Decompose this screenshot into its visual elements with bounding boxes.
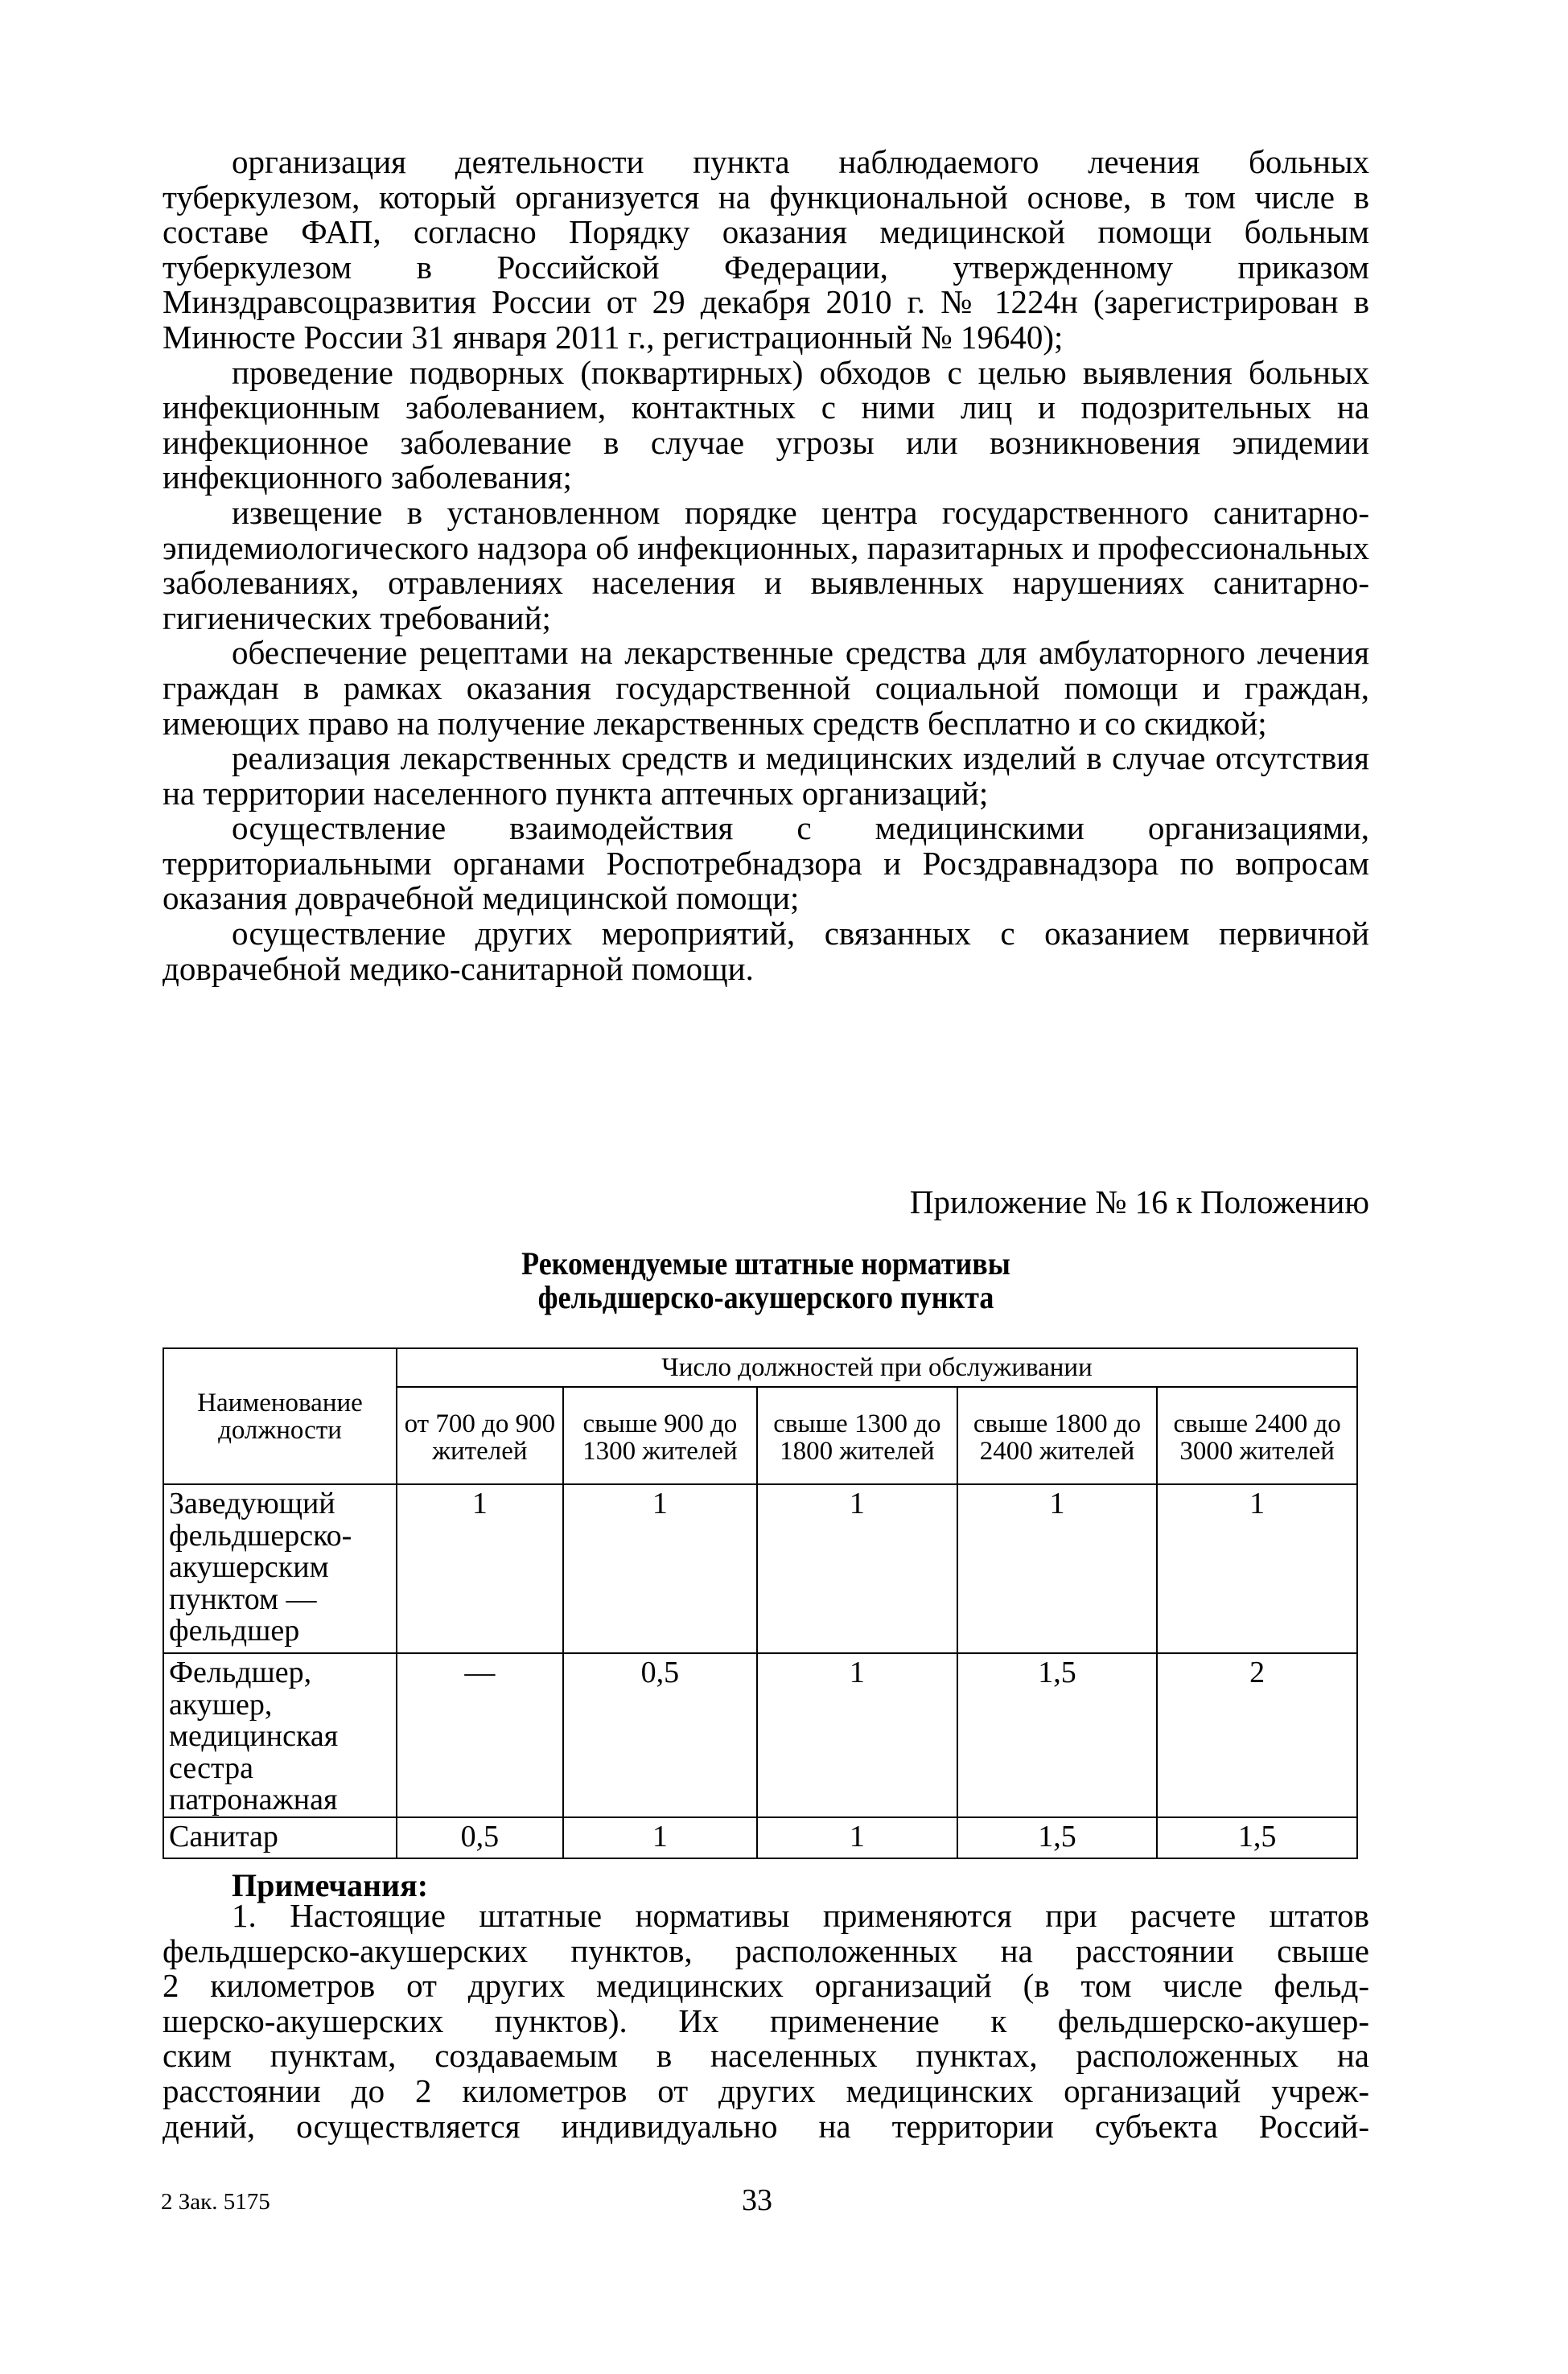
body-text xyxy=(163,145,1369,986)
value-cell: 1 xyxy=(563,1817,757,1858)
note-line: дений, осуществляется индивидуально на территории субъекта Россий- xyxy=(163,2107,1369,2145)
table-title xyxy=(223,1247,1309,1315)
note-line: 1. Настоящие штатные нормативы применяются при расчете штатов xyxy=(232,1897,1369,1934)
position-cell: Санитар xyxy=(163,1817,397,1858)
column-header: от 700 до 900 жителей xyxy=(397,1387,563,1484)
note-line: 2 километров от других медицинских организаций (в том числе фельд- xyxy=(163,1967,1369,2005)
value-cell: — xyxy=(397,1653,563,1817)
column-header: свыше 900 до 1300 жителей xyxy=(563,1387,757,1484)
value-cell: 1 xyxy=(1157,1484,1357,1653)
value-cell: 1 xyxy=(397,1484,563,1653)
position-cell: Заведующий фельдшерско-акушерским пунктом — фельдшер xyxy=(163,1484,397,1653)
note-line: фельдшерско-акушерских пунктов, расположенных на расстоянии свыше xyxy=(163,1932,1369,1969)
page-number: 33 xyxy=(742,2183,772,2217)
position-cell: Фельдшер, акушер, медицинская сестра патронажная xyxy=(163,1653,397,1817)
value-cell: 1,5 xyxy=(957,1817,1158,1858)
notes-text xyxy=(163,1899,1369,2144)
value-cell: 1 xyxy=(757,1817,957,1858)
value-cell: 1 xyxy=(957,1484,1158,1653)
group-header: Число должностей при обслуживании xyxy=(397,1348,1357,1387)
paragraph: организация деятельности пункта наблюдаемого лечения больных туберкулезом, который организуется на функциональной основе, в том числе в составе ФАП, согласно Порядку оказания медицинской помощи больным туберкулезом в Российской Федерации, утвержденному приказом Минздравсоцразвития России от 29 декабря 2010 г. № 1224н (зарегистрирован в Минюсте России 31 января 2011 г., регистрационный № 19640); xyxy=(163,143,1369,356)
column-header: свыше 1300 до 1800 жителей xyxy=(757,1387,957,1484)
note-line: расстоянии до 2 километров от других медицинских организаций учреж- xyxy=(163,2072,1369,2109)
value-cell: 1 xyxy=(757,1484,957,1653)
note-line: шерско-акушерских пунктов). Их применение к фельдшерско-акушер- xyxy=(163,2002,1369,2039)
value-cell: 2 xyxy=(1157,1653,1357,1817)
value-cell: 1 xyxy=(757,1653,957,1817)
value-cell: 0,5 xyxy=(397,1817,563,1858)
value-cell: 1,5 xyxy=(1157,1817,1357,1858)
value-cell: 1,5 xyxy=(957,1653,1158,1817)
paragraph: обеспечение рецептами на лекарственные средства для амбулаторного лечения граждан в рамках оказания государственной социальной помощи и граждан, имеющих право на получение лекарственных средств бесплатно и со скидкой; xyxy=(163,634,1369,742)
table-row xyxy=(163,1653,1357,1817)
table-row xyxy=(163,1817,1357,1858)
paragraph: осуществление других мероприятий, связанных с оказанием первичной доврачебной медико-санитарной помощи. xyxy=(163,915,1369,987)
value-cell: 1 xyxy=(563,1484,757,1653)
paragraph: извещение в установленном порядке центра государственного санитарно-эпидемиологического надзора об инфекционных, паразитарных и профессиональных заболеваниях, отравлениях населения и выявленных нарушениях санитарно-гигиенических требований; xyxy=(163,493,1369,636)
table-title-line: Рекомендуемые штатные нормативы xyxy=(521,1245,1010,1282)
column-header: свыше 2400 до 3000 жителей xyxy=(1157,1387,1357,1484)
appendix-reference: Приложение № 16 к Положению xyxy=(909,1183,1369,1220)
order-mark: 2 Зак. 5175 xyxy=(161,2189,270,2215)
staffing-norms-table xyxy=(163,1347,1358,1859)
paragraph: реализация лекарственных средств и медицинских изделий в случае отсутствия на территории населенного пункта аптечных организаций; xyxy=(163,739,1369,812)
table-row xyxy=(163,1484,1357,1653)
value-cell: 0,5 xyxy=(563,1653,757,1817)
position-name-header: Наименование должности xyxy=(163,1348,397,1484)
table-title-line: фельдшерско-акушерского пункта xyxy=(537,1279,994,1315)
column-header: свыше 1800 до 2400 жителей xyxy=(957,1387,1158,1484)
notes-heading: Примечания: xyxy=(232,1867,429,1903)
note-line: ским пунктам, создаваемым в населенных пунктах, расположенных на xyxy=(163,2037,1369,2075)
table-header-row xyxy=(163,1348,1357,1387)
paragraph: осуществление взаимодействия с медицинскими организациями, территориальными органами Роспотребнадзора и Росздравнадзора по вопросам оказания доврачебной медицинской помощи; xyxy=(163,809,1369,917)
paragraph: проведение подворных (поквартирных) обходов с целью выявления больных инфекционным заболеванием, контактных с ними лиц и подозрительных на инфекционное заболевание в случае угрозы или возникновения эпидемии инфекционного заболевания; xyxy=(163,353,1369,496)
